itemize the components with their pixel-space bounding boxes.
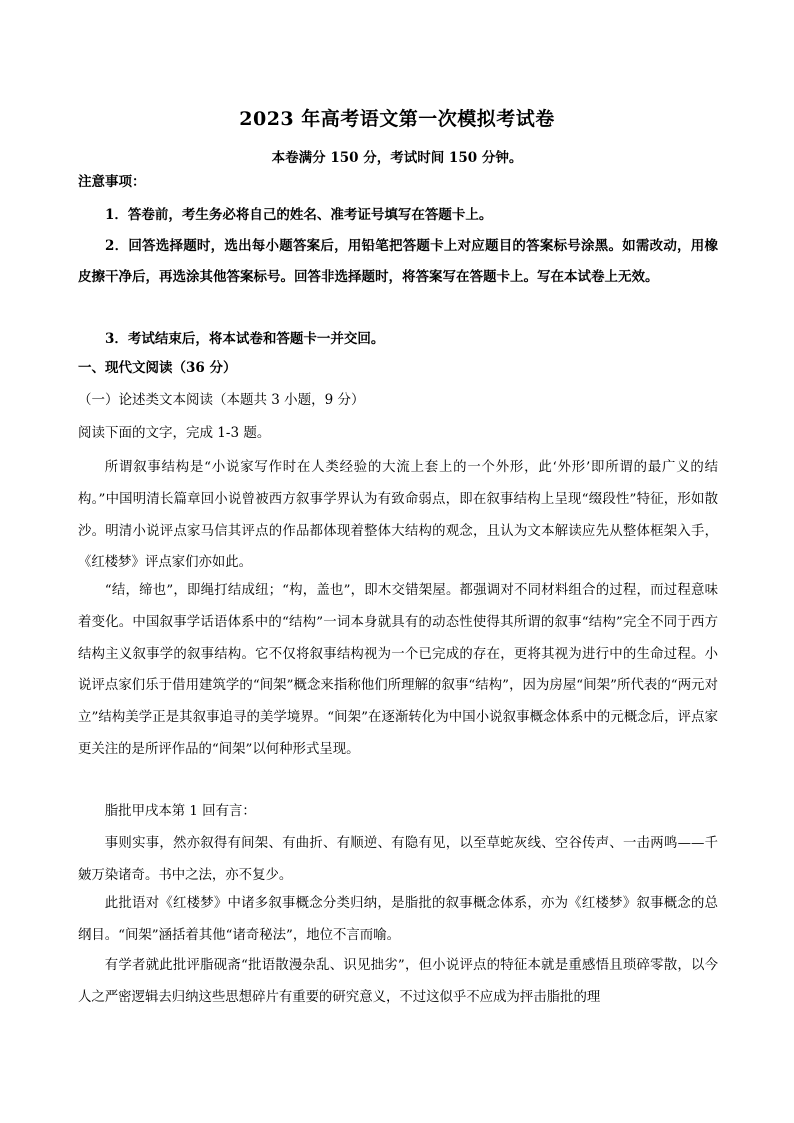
notice-item-1: 1．答卷前，考生务必将自己的姓名、准考证号填写在答题卡上。 bbox=[105, 207, 493, 223]
notice-heading: 注意事项： bbox=[78, 174, 146, 190]
subsection-heading: （一）论述类文本阅读（本题共 3 小题，9 分） bbox=[78, 392, 365, 408]
section-heading: 一、现代文阅读（36 分） bbox=[78, 360, 237, 376]
exam-subtitle: 本卷满分 150 分，考试时间 150 分钟。 bbox=[271, 150, 523, 166]
passage-paragraph: 此批语对《红楼梦》中诸多叙事概念分类归纳，是脂批的叙事概念体系，亦为《红楼梦》叙事概念的总纲目。“间架”涵括着其他“诸奇秘法”，地位不言而喻。 bbox=[78, 896, 718, 943]
notice-item-3: 3．考试结束后，将本试卷和答题卡一并交回。 bbox=[105, 331, 385, 347]
passage-paragraph: 所谓叙事结构是“小说家写作时在人类经验的大流上套上的一个外形，此‘外形’即所谓的最广义的结构。”中国明清长篇章回小说曾被西方叙事学界认为有致命弱点，即在叙事结构上呈现“缀段性”特征，形如散沙。明清小说评点家马信其评点的作品都体现着整体大结构的观念，且认为文本解读应先从整体框架入手，《红楼梦》评点家们亦如此。 bbox=[78, 460, 718, 571]
passage-quotation: 事则实事，然亦叙得有间架、有曲折、有顺逆、有隐有见，以至草蛇灰线、空谷传声、一击两鸣——千皴万染诸奇。书中之法，亦不复少。 bbox=[78, 836, 718, 883]
reading-instruction: 阅读下面的文字，完成 1-3 题。 bbox=[78, 425, 271, 441]
notice-item-2: 2．回答选择题时，选出每小题答案后，用铅笔把答题卡上对应题目的答案标号涂黑。如需改动，用橡皮擦干净后，再选涂其他答案标号。回答非选择题时，将答案写在答题卡上。写在本试卷上无效。 bbox=[78, 238, 718, 285]
passage-paragraph: 脂批甲戌本第 1 回有言： bbox=[104, 804, 256, 819]
page-title: 2023 年高考语文第一次模拟考试卷 bbox=[239, 108, 555, 130]
passage-paragraph: 有学者就此批评脂砚斋“批语散漫杂乱、识见拙劣”，但小说评点的特征本就是重感悟且琐碎零散，以今人之严密逻辑去归纳这些思想碎片有重要的研究意义，不过这似乎不应成为抨击脂批的理 bbox=[78, 958, 718, 1005]
passage-paragraph: “结，缔也”，即绳打结成纽；“构，盖也”，即木交错架屋。都强调对不同材料组合的过程，而过程意味着变化。中国叙事学话语体系中的“结构”一词本身就具有的动态性使得其所谓的叙事“结构”完全不同于西方结构主义叙事学的叙事结构。它不仅将叙事结构视为一个已完成的存在，更将其视为进行中的生命过程。小说评点家们乐于借用建筑学的“间架”概念来指称他们所理解的叙事“结构”，因为房屋“间架”所代表的“两元对立”结构美学正是其叙事追寻的美学境界。“间架”在逐渐转化为中国小说叙事概念体系中的元概念后，评点家更关注的是所评作品的“间架”以何种形式呈现。 bbox=[78, 583, 718, 757]
